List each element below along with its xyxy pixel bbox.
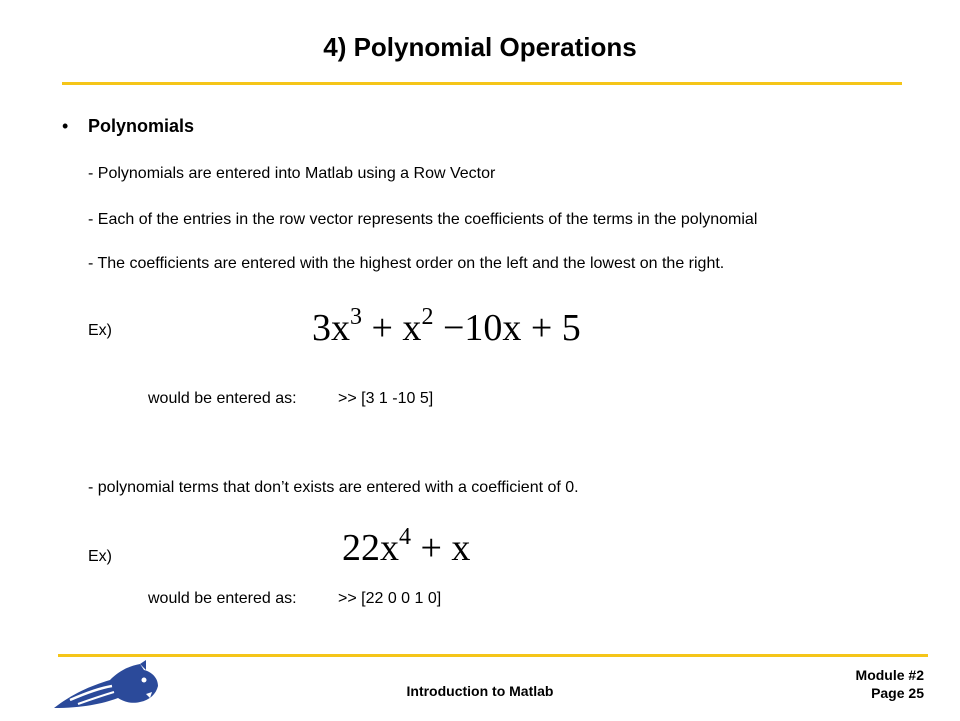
footer-divider	[58, 654, 928, 657]
bullet-marker: •	[62, 116, 69, 136]
example-1-label: Ex)	[88, 322, 112, 339]
title-divider	[62, 82, 902, 85]
example-1-equation: $3x^3 + x^2 -10x + 5$	[312, 304, 581, 349]
example-2-result-label: would be entered as:	[148, 590, 297, 607]
text-line-1: - Polynomials are entered into Matlab using a Row Vector	[88, 165, 496, 182]
text-line-3: - The coefficients are entered with the highest order on the left and the lowest on the right.	[88, 255, 725, 272]
example-2-label: Ex)	[88, 548, 112, 565]
footer-page-info	[856, 666, 924, 702]
example-1-result-value: >> [3 1 -10 5]	[338, 390, 434, 407]
example-2-result-value: >> [22 0 0 1 0]	[338, 590, 442, 607]
text-line-2: - Each of the entries in the row vector represents the coefficients of the terms in the polynomial	[88, 211, 758, 228]
example-2-equation: $22x^4 + x$	[342, 524, 471, 569]
footer-page-number: Page 25	[871, 685, 924, 701]
zero-coefficient-note: - polynomial terms that don’t exists are entered with a coefficient of 0.	[88, 479, 579, 496]
footer-course-title: Introduction to Matlab	[406, 683, 554, 699]
footer-module: Module #2	[855, 667, 924, 683]
slide-title: 4) Polynomial Operations	[323, 32, 637, 62]
section-heading: Polynomials	[88, 116, 195, 136]
example-1-result-label: would be entered as:	[148, 390, 297, 407]
